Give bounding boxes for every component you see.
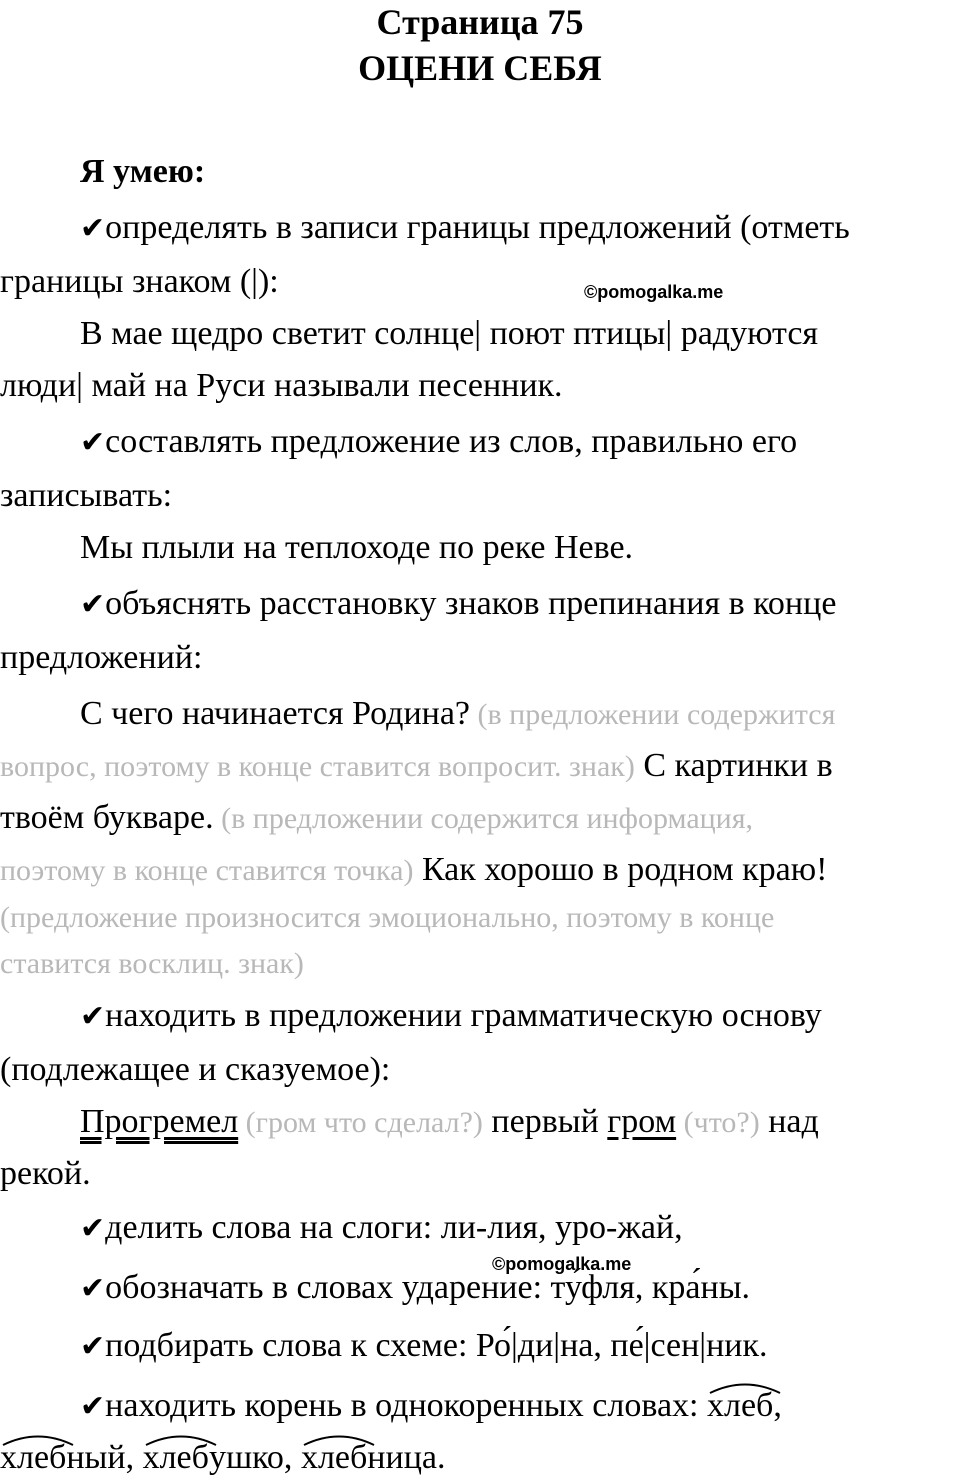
skill-4-line-2: (подлежащее и сказуемое):	[0, 1051, 391, 1088]
root-marked-word: хлеб	[0, 1438, 66, 1478]
skill-3-line-1: ✔объяснять расстановку знаков препинания в конце	[80, 585, 837, 622]
skill-3-example-line-3: твоём букваре. (в предложении содержится информация,	[0, 799, 754, 836]
check-mark-icon: ✔	[80, 211, 106, 246]
skill-4-example-line-1: Прогремел (гром что сделал?) первый гром (что?) над	[80, 1103, 819, 1140]
watermark: ©pomogalka.me	[492, 1254, 632, 1274]
skill-1-line-2: границы знаком (|):	[0, 263, 279, 300]
watermark: ©pomogalka.me	[584, 282, 724, 302]
skill-5-line: ✔делить слова на слоги: ли-лия, уро-жай,	[80, 1209, 683, 1246]
root-marked-word: хлеб	[707, 1386, 773, 1426]
check-mark-icon: ✔	[80, 587, 106, 622]
check-mark-icon: ✔	[80, 1329, 106, 1364]
skill-1-line-1: ✔определять в записи границы предложений (отметь	[80, 209, 850, 246]
skill-4-line-1: ✔находить в предложении грамматическую основу	[80, 997, 822, 1034]
intro-heading: Я умею:	[80, 153, 206, 190]
skill-2-line-1: ✔составлять предложение из слов, правильно его	[80, 423, 798, 460]
skill-3-note-line-1: (предложение произносится эмоционально, поэтому в конце	[0, 901, 775, 934]
subject-word: гром	[607, 1103, 677, 1140]
page-title: ОЦЕНИ СЕБЯ	[358, 48, 602, 88]
predicate-word: Прогремел	[80, 1103, 239, 1140]
skill-3-line-2: предложений:	[0, 639, 203, 676]
skill-3-example-line-4: поэтому в конце ставится точка) Как хорошо в родном краю!	[0, 851, 828, 888]
skill-6-line: ✔обозначать в словах ударение: ту́фля, кра́ны.	[80, 1269, 751, 1306]
root-marked-word: хлеб	[143, 1438, 209, 1478]
root-arc-icon	[709, 1380, 781, 1394]
check-mark-icon: ✔	[80, 1389, 106, 1424]
check-mark-icon: ✔	[80, 999, 106, 1034]
skill-4-example-line-2: рекой.	[0, 1155, 91, 1192]
root-arc-icon	[303, 1432, 375, 1446]
skill-7-line: ✔подбирать слова к схеме: Ро́|ди|на, пе́|сен|ник.	[80, 1327, 768, 1364]
check-mark-icon: ✔	[80, 1211, 106, 1246]
skill-2-example: Мы плыли на теплоходе по реке Неве.	[80, 529, 634, 566]
skill-1-example-line-2: люди| май на Руси называли песенник.	[0, 367, 563, 404]
skill-3-note-line-2: ставится восклиц. знак)	[0, 947, 304, 980]
skill-8-line-1: ✔находить корень в однокоренных словах: хлеб,	[80, 1386, 782, 1427]
check-mark-icon: ✔	[80, 1271, 106, 1306]
page-number-heading: Страница 75	[376, 2, 584, 42]
check-mark-icon: ✔	[80, 425, 106, 460]
root-marked-word: хлеб	[301, 1438, 367, 1478]
root-arc-icon	[2, 1432, 74, 1446]
skill-8-line-2: хлебный, хлебушко, хлебница.	[0, 1438, 445, 1478]
skill-3-example-line-1: С чего начинается Родина? (в предложении содержится	[80, 695, 836, 732]
skill-1-example-line-1: В мае щедро светит солнце| поют птицы| радуются	[80, 315, 819, 352]
skill-3-example-line-2: вопрос, поэтому в конце ставится вопросит. знак) С картинки в	[0, 747, 833, 784]
skill-2-line-2: записывать:	[0, 477, 173, 514]
root-arc-icon	[145, 1432, 217, 1446]
